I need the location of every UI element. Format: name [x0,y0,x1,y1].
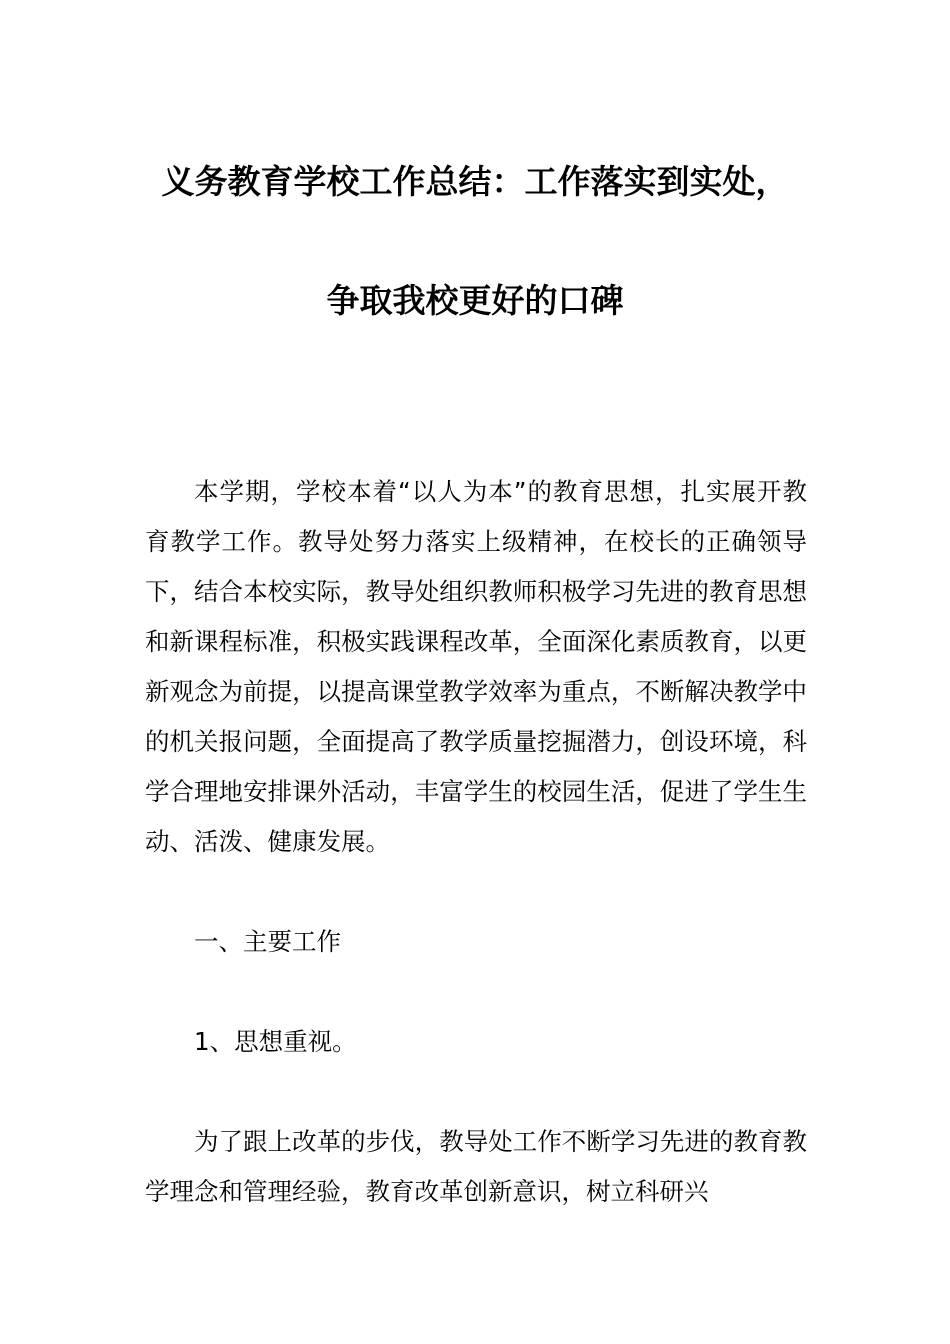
document-title-line-2: 争取我校更好的口碑 [326,281,624,320]
subsection-heading: 1、思想重视。 [194,1027,357,1056]
intro-paragraph: 本学期，学校本着“以人为本”的教育思想，扎实展开教育教学工作。教导处努力落实上级精神，在校长的正确领导下，结合本校实际，教导处组织教师积极学习先进的教育思想和新课程标准，积极实践课程改革，全面深化素质教育，以更新观念为前提，以提高课堂教学效率为重点，不断解决教学中的机关报问题，全面提高了教学质量挖掘潜力，创设环境，科学合理地安排课外活动，丰富学生的校园生活，促进了学生生动、活泼、健康发展。 [145,477,807,856]
document-title-line-1: 义务教育学校工作总结：工作落实到实处， [161,162,789,201]
document-body [145,467,807,1217]
section-heading: 一、主要工作 [194,927,341,956]
body-paragraph: 为了跟上改革的步伐，教导处工作不断学习先进的教育教学理念和管理经验，教育改革创新意识，树立科研兴 [145,1127,807,1206]
